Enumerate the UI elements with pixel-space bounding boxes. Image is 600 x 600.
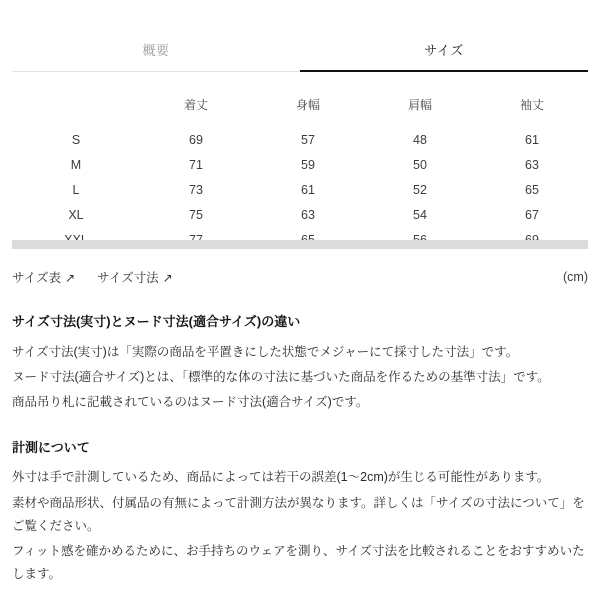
table-header-row — [12, 92, 588, 127]
size-description-content — [12, 312, 588, 586]
cell-sleeve-length: 63 — [525, 157, 539, 172]
cell-shoulder-width: 50 — [413, 157, 427, 172]
row-size-label: L — [72, 182, 80, 197]
section-paragraph: ヌード寸法(適合サイズ)とは、「標準的な体の寸法に基づいた商品を作るための基準寸法」です。 — [12, 369, 550, 384]
cell-length: 71 — [189, 157, 203, 172]
section-about-measuring — [12, 438, 588, 586]
link-size-chart-label: サイズ表 — [12, 271, 62, 285]
section-paragraph: 外寸は手で計測しているため、商品によっては若干の誤差(1〜2cm)が生じる可能性があります。 — [12, 470, 550, 485]
section-paragraph: サイズ寸法(実寸)は「実際の商品を平置きにした状態でメジャーにて採寸した寸法」です。 — [12, 344, 519, 359]
table-row — [12, 127, 588, 152]
table-row — [12, 177, 588, 202]
column-header-shoulder-width: 肩幅 — [407, 98, 432, 112]
link-size-measurements-label: サイズ寸法 — [97, 271, 159, 285]
size-table-body — [12, 127, 588, 252]
table-horizontal-scrollbar[interactable] — [12, 240, 588, 249]
cell-length: 73 — [189, 182, 203, 197]
external-link-arrow-icon: ↗ — [65, 271, 76, 285]
section-measurement-difference — [12, 312, 588, 414]
cell-length: 69 — [189, 132, 203, 147]
link-size-chart[interactable] — [12, 268, 75, 286]
table-row — [12, 152, 588, 177]
section-paragraph: フィット感を確かめるために、お手持ちのウェアを測り、サイズ寸法を比較されることをおすすめいたします。 — [12, 543, 585, 581]
section-heading: サイズ寸法(実寸)とヌード寸法(適合サイズ)の違い — [12, 314, 301, 329]
column-header-chest-width: 身幅 — [295, 98, 320, 112]
cell-shoulder-width: 54 — [413, 207, 427, 222]
column-header-size — [12, 92, 140, 127]
tab-overview[interactable]: 概要 — [12, 34, 300, 72]
table-row — [12, 202, 588, 227]
cell-shoulder-width: 52 — [413, 182, 427, 197]
size-table-head — [12, 92, 588, 127]
column-header-length: 着丈 — [183, 98, 208, 112]
row-size-label: XL — [68, 207, 84, 222]
cell-sleeve-length: 61 — [525, 132, 539, 147]
cell-shoulder-width: 48 — [413, 132, 427, 147]
cell-chest-width: 63 — [301, 207, 315, 222]
section-heading: 計測について — [12, 439, 90, 455]
row-size-label: S — [71, 132, 81, 147]
size-table — [12, 92, 588, 252]
cell-sleeve-length: 65 — [525, 182, 539, 197]
tab-bar — [12, 34, 588, 72]
section-paragraph: 素材や商品形状、付属品の有無によって計測方法が異なります。詳しくは「サイズの寸法について」をご覧ください。 — [12, 495, 585, 533]
cell-chest-width: 57 — [301, 132, 315, 147]
row-size-label: M — [70, 157, 82, 172]
column-header-sleeve-length: 袖丈 — [519, 98, 544, 112]
unit-note: (cm) — [563, 270, 588, 284]
links-row — [12, 268, 588, 286]
link-size-measurements[interactable] — [97, 268, 173, 286]
cell-length: 75 — [189, 207, 203, 222]
cell-chest-width: 61 — [301, 182, 315, 197]
cell-sleeve-length: 67 — [525, 207, 539, 222]
section-paragraph: 商品吊り札に記載されているのはヌード寸法(適合サイズ)です。 — [12, 394, 369, 409]
external-link-arrow-icon: ↗ — [162, 271, 173, 285]
size-table-container — [12, 92, 588, 252]
cell-chest-width: 59 — [301, 157, 315, 172]
tab-size[interactable]: サイズ — [300, 34, 588, 72]
